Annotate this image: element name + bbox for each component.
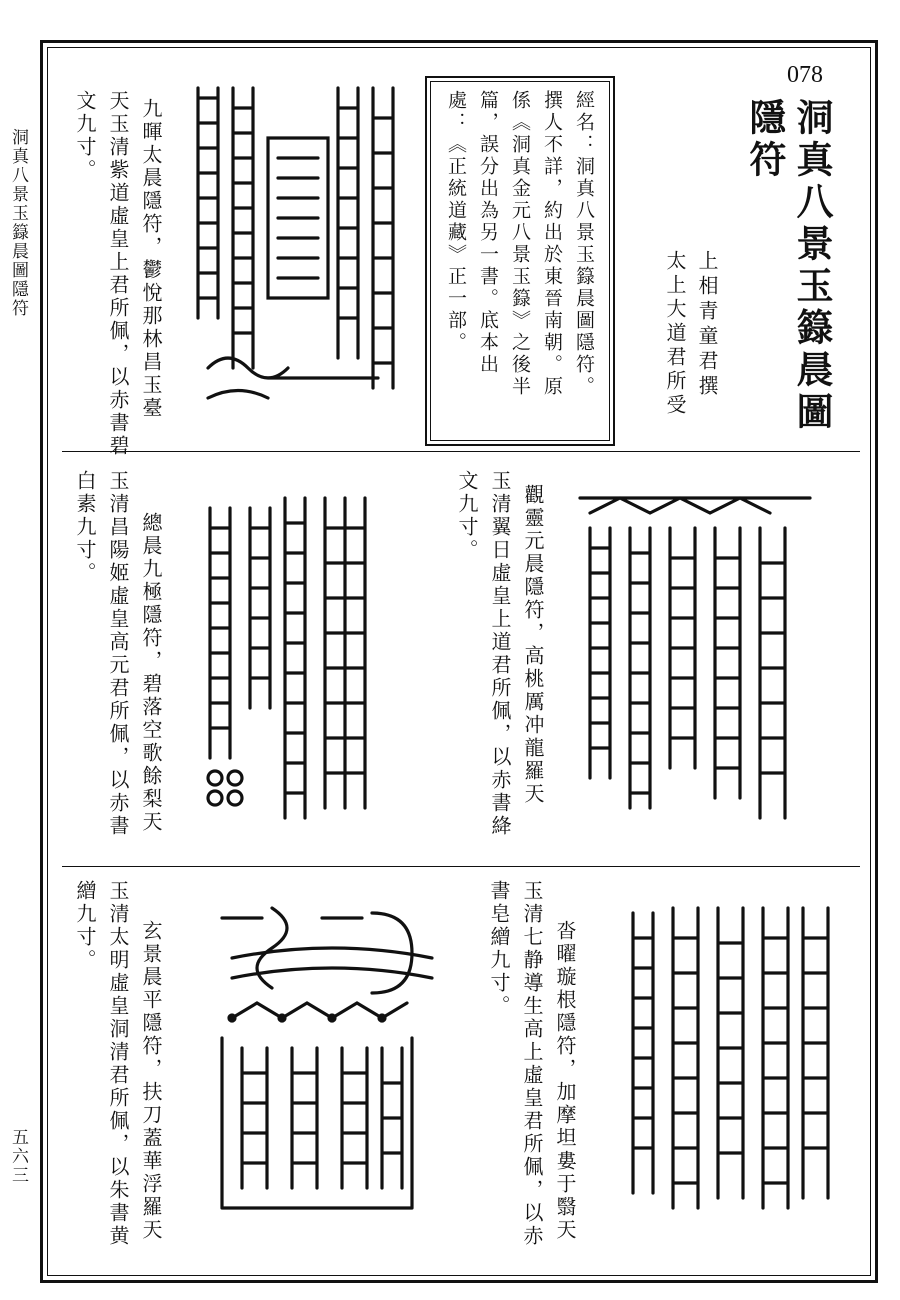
caption-line: 文九寸。: [455, 470, 479, 562]
page-number: 五六三: [8, 1128, 28, 1185]
caption-line: 文九寸。: [73, 90, 97, 182]
item-number: 078: [787, 62, 823, 88]
note-text: [440, 90, 600, 398]
caption-guanling: [450, 470, 549, 838]
note-line: 係《洞真金元八景玉籙》之後半: [509, 90, 531, 398]
caption-line: 沓曜璇根隱符，加摩坦婁于翳天: [553, 920, 577, 1242]
note-line: 處：《正統道藏》正一部。: [445, 90, 467, 354]
note-line: 篇，誤分出為另一書。底本出: [477, 90, 499, 376]
caption-line: 玉清昌陽姬虛皇高元君所佩，以赤書: [106, 470, 130, 838]
caption-line: 天玉清紫道虛皇上君所佩，以赤書碧: [106, 90, 130, 458]
note-line: 撰人不詳，約出於東晉南朝。原: [541, 90, 563, 398]
author-line-1: 上相青童君撰: [695, 250, 719, 400]
caption-line: 玉清太明虛皇洞清君所佩，以朱書黄: [106, 880, 130, 1248]
note-line: 經名：洞真八景玉籙晨圖隱符。: [573, 90, 595, 398]
page-title-line2: 隱符: [743, 98, 787, 182]
caption-tayao: [482, 880, 581, 1248]
caption-line: 白素九寸。: [73, 470, 97, 585]
talisman-tayao: [623, 898, 848, 1228]
caption-xuanjing: [68, 880, 167, 1248]
caption-line: 繒九寸。: [73, 880, 97, 972]
author-line-2: 太上大道君所受: [663, 250, 687, 418]
caption-line: 玄景晨平隱符，扶刀蓋華浮羅天: [139, 920, 163, 1242]
section-divider-1: [62, 451, 860, 452]
caption-line: 九暉太晨隱符，鬱悅那林昌玉臺: [139, 98, 163, 420]
caption-line: 總晨九極隱符，碧落空歌餘梨天: [139, 512, 163, 834]
caption-jiuhui: [68, 90, 167, 458]
talisman-guanling: [570, 488, 825, 828]
caption-line: 觀靈元晨隱符，高桃厲冲龍羅天: [521, 484, 545, 806]
talisman-zongchen: [200, 488, 385, 833]
caption-line: 玉清七静導生高上虛皇君所佩，以赤: [520, 880, 544, 1248]
caption-line: 玉清翼日虛皇上道君所佩，以赤書絳: [488, 470, 512, 838]
talisman-jiuhui: [188, 78, 413, 418]
margin-book-title: 洞真八景玉籙晨圖隱符: [8, 128, 28, 318]
caption-line: 書皂繒九寸。: [487, 880, 511, 1018]
caption-zongchen: [68, 470, 167, 838]
page-title: 洞真八景玉籙晨圖: [790, 98, 834, 434]
talisman-strokes: [198, 88, 393, 398]
talisman-xuanjing: [212, 898, 447, 1228]
section-divider-2: [62, 866, 860, 867]
